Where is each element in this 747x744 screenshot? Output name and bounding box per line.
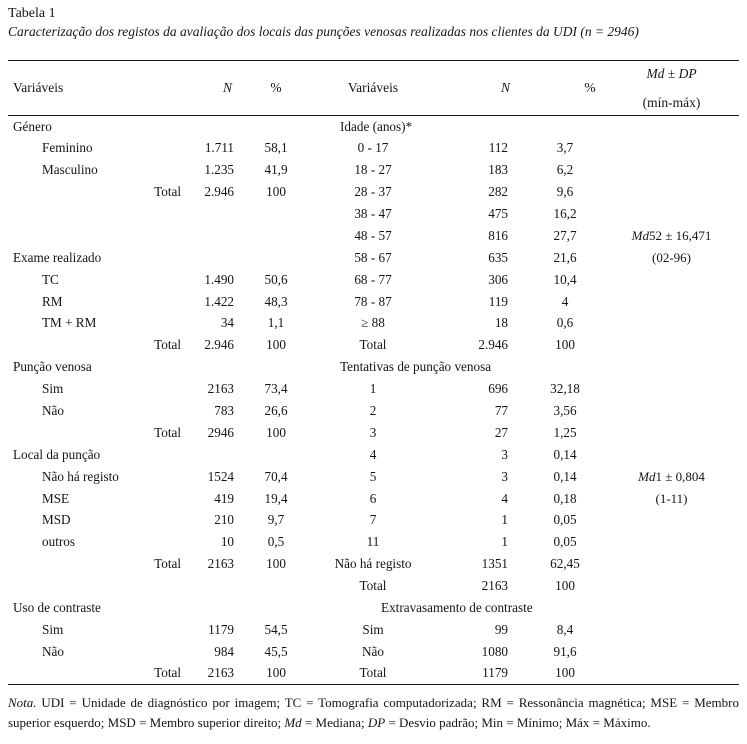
md-dp-cell: Md52 ± 16,471 — [631, 227, 712, 243]
left-total-cell — [148, 137, 184, 159]
right-label-cell: 0 - 17 — [357, 140, 389, 156]
left-total-cell — [148, 575, 184, 597]
right-pct-cell: 6,2 — [556, 162, 574, 178]
left-n-cell — [184, 116, 244, 138]
right-n-cell: 4 — [501, 490, 509, 506]
md-dp-cell — [604, 356, 739, 378]
left-pct-cell: 100 — [266, 424, 286, 440]
left-label-cell: Sim — [42, 621, 64, 637]
table-row — [8, 356, 739, 378]
left-section-cell: Punção venosa — [13, 359, 92, 375]
right-label-cell: 38 - 47 — [354, 206, 392, 221]
right-n-cell: 77 — [494, 403, 509, 419]
note-segment: = Desvio padrão; Min = Mínimo; Máx = Máximo. — [385, 715, 651, 731]
table-row — [8, 663, 739, 685]
right-label-cell: Total — [359, 665, 387, 681]
md-dp-cell — [604, 116, 739, 138]
left-pct-cell — [244, 225, 308, 247]
note-segment: = Mediana; — [301, 715, 368, 731]
left-pct-cell: 100 — [266, 337, 286, 353]
header-md-line1: Md ± DP — [646, 65, 697, 81]
left-pct-cell: 100 — [266, 184, 286, 200]
md-dp-cell: (02-96) — [652, 249, 692, 265]
left-label-cell: outros — [42, 534, 75, 550]
table-row — [8, 334, 739, 356]
left-total-cell — [148, 378, 184, 400]
table-row — [8, 553, 739, 575]
left-n-cell — [184, 444, 244, 466]
right-label-cell: 6 — [369, 490, 377, 506]
left-total-cell: Total — [154, 184, 182, 200]
left-total-cell: Total — [154, 337, 182, 353]
left-n-cell: 2.946 — [204, 337, 235, 353]
left-n-cell: 2163 — [207, 556, 235, 572]
left-pct-cell: 45,5 — [264, 643, 288, 659]
header-variables-right: Variáveis — [347, 80, 399, 95]
left-n-cell: 783 — [214, 403, 235, 419]
md-dp-cell — [604, 291, 739, 313]
md-dp-cell — [604, 553, 739, 575]
table-row — [8, 488, 739, 510]
right-pct-cell: 4 — [561, 293, 569, 309]
right-label-cell: Total — [359, 337, 387, 353]
left-label-cell — [8, 334, 148, 356]
left-label-cell: TM + RM — [42, 315, 97, 331]
md-dp-cell — [604, 203, 739, 225]
right-pct-cell: 100 — [555, 337, 575, 353]
left-label-cell: Não — [42, 403, 64, 419]
table-row — [8, 619, 739, 641]
right-pct-cell: 32,18 — [550, 381, 580, 397]
left-n-cell — [184, 356, 244, 378]
left-pct-cell — [244, 597, 308, 619]
left-total-cell — [148, 641, 184, 663]
table-row — [8, 181, 739, 203]
right-pct-cell: 16,2 — [553, 206, 577, 221]
right-n-cell: 816 — [488, 227, 509, 243]
right-label-cell: ≥ 88 — [361, 315, 385, 331]
right-n-cell: 1351 — [481, 556, 509, 572]
table-row — [8, 378, 739, 400]
right-pct-cell: 62,45 — [550, 556, 580, 572]
md-dp-cell — [604, 313, 739, 335]
table-row — [8, 247, 739, 269]
right-section-cell: Tentativas de punção venosa — [340, 359, 492, 375]
right-pct-cell: 100 — [555, 578, 575, 594]
right-label-cell: 48 - 57 — [354, 227, 392, 243]
table-row — [8, 400, 739, 422]
table-label: Tabela 1 — [8, 6, 56, 21]
left-n-cell — [184, 247, 244, 269]
note-segment: Nota. — [8, 695, 37, 711]
right-pct-cell: 9,6 — [556, 184, 574, 200]
left-total-cell — [148, 510, 184, 532]
left-n-cell: 1524 — [207, 468, 235, 484]
right-label-cell: 28 - 37 — [354, 184, 392, 200]
left-pct-cell: 70,4 — [264, 468, 288, 484]
right-section-cell: Extravasamento de contraste — [381, 600, 533, 616]
left-n-cell — [184, 575, 244, 597]
table-row — [8, 159, 739, 181]
note-segment: DP — [367, 715, 386, 731]
md-dp-cell — [604, 334, 739, 356]
left-label-cell: TC — [42, 271, 59, 287]
left-pct-cell — [244, 356, 308, 378]
left-n-cell: 2.946 — [204, 184, 235, 200]
header-pct-right: % — [584, 80, 596, 95]
right-pct-cell: 0,05 — [553, 512, 577, 528]
right-label-cell: Sim — [362, 621, 384, 637]
md-dp-cell — [604, 597, 739, 619]
right-n-cell: 119 — [488, 293, 509, 309]
left-pct-cell: 9,7 — [267, 512, 285, 528]
left-section-cell: Uso de contraste — [13, 600, 101, 616]
left-section-cell: Exame realizado — [13, 249, 102, 265]
right-label-cell: 78 - 87 — [354, 293, 392, 309]
left-n-cell: 1.235 — [204, 162, 235, 178]
left-label-cell: Feminino — [42, 140, 93, 156]
left-n-cell: 210 — [214, 512, 235, 528]
left-label-cell: MSE — [42, 490, 70, 506]
left-n-cell — [184, 203, 244, 225]
header-n-right: N — [501, 80, 511, 95]
note-segment: Md — [284, 715, 302, 731]
right-n-cell: 1 — [501, 534, 509, 550]
table-row — [8, 597, 739, 619]
md-dp-cell: (1-11) — [655, 490, 688, 506]
right-section-cell: Idade (anos)* — [340, 118, 413, 134]
right-pct-cell: 21,6 — [553, 249, 577, 265]
right-n-cell: 99 — [494, 621, 509, 637]
right-pct-cell: 0,6 — [556, 315, 574, 331]
right-pct-cell: 0,05 — [553, 534, 577, 550]
table-note — [8, 693, 739, 733]
header-pct-left: % — [270, 80, 282, 95]
left-total-cell: Total — [154, 556, 182, 572]
right-n-cell: 475 — [488, 206, 509, 221]
md-dp-cell — [604, 400, 739, 422]
header-md-dp — [604, 61, 739, 116]
left-n-cell — [184, 597, 244, 619]
right-label-cell: Não — [362, 643, 384, 659]
table-body — [8, 116, 739, 685]
left-pct-cell — [244, 203, 308, 225]
right-label-cell: 18 - 27 — [354, 162, 392, 178]
right-n-cell: 306 — [488, 271, 509, 287]
left-n-cell — [184, 225, 244, 247]
left-label-cell: MSD — [42, 512, 71, 528]
left-total-cell — [148, 225, 184, 247]
left-pct-cell: 0,5 — [267, 534, 285, 550]
left-total-cell: Total — [154, 424, 182, 440]
left-total-cell: Total — [154, 665, 182, 681]
table-caption: Caracterização dos registos da avaliação dos locais das punções venosas realizadas nos clientes da UDI (n = 2946) — [8, 24, 639, 39]
right-label-cell: 4 — [369, 446, 377, 462]
left-n-cell: 1.711 — [204, 140, 235, 156]
left-pct-cell: 19,4 — [264, 490, 288, 506]
right-pct-cell: 10,4 — [553, 271, 577, 287]
left-section-cell: Local da punção — [13, 446, 101, 462]
table-row — [8, 444, 739, 466]
left-n-cell: 10 — [220, 534, 235, 550]
md-dp-cell — [604, 137, 739, 159]
right-n-cell: 112 — [488, 140, 509, 156]
right-pct-cell: 8,4 — [556, 621, 574, 637]
right-n-cell: 2.946 — [478, 337, 509, 353]
left-label-cell — [8, 181, 148, 203]
stats-table — [8, 60, 739, 685]
right-label-cell: 58 - 67 — [354, 249, 392, 265]
left-pct-cell: 48,3 — [264, 293, 288, 309]
right-n-cell: 1 — [501, 512, 509, 528]
md-dp-cell — [604, 575, 739, 597]
left-n-cell: 1.490 — [204, 271, 235, 287]
right-label-cell: 68 - 77 — [354, 271, 392, 287]
right-n-cell: 282 — [488, 184, 509, 200]
right-label-cell: Não há registo — [334, 556, 412, 572]
md-dp-cell — [604, 619, 739, 641]
md-dp-cell — [604, 444, 739, 466]
right-n-cell: 3 — [501, 446, 509, 462]
table-row — [8, 422, 739, 444]
left-label-cell: Não — [42, 643, 64, 659]
right-label-cell: 3 — [369, 424, 377, 440]
right-label-cell: 5 — [369, 468, 377, 484]
right-n-cell: 183 — [488, 162, 509, 178]
left-pct-cell: 73,4 — [264, 381, 288, 397]
right-pct-cell: 0,14 — [553, 468, 577, 484]
right-n-cell: 27 — [494, 424, 509, 440]
right-pct-cell: 100 — [555, 665, 575, 681]
left-n-cell: 34 — [220, 315, 235, 331]
left-total-cell — [148, 488, 184, 510]
right-label-cell: 2 — [369, 403, 377, 419]
left-label-cell: Masculino — [42, 162, 98, 178]
table-row — [8, 137, 739, 159]
header-row — [8, 61, 739, 116]
table-row — [8, 575, 739, 597]
md-dp-cell — [604, 641, 739, 663]
md-dp-cell — [604, 269, 739, 291]
right-pct-cell: 91,6 — [553, 643, 577, 659]
left-total-cell — [148, 269, 184, 291]
header-variables-left: Variáveis — [13, 80, 64, 95]
left-section-cell: Género — [13, 118, 52, 134]
left-label-cell — [8, 575, 148, 597]
left-n-cell: 2163 — [207, 665, 235, 681]
right-n-cell: 635 — [488, 249, 509, 265]
right-pct-cell: 27,7 — [553, 227, 577, 243]
left-label-cell: RM — [42, 293, 63, 309]
table-row — [8, 510, 739, 532]
md-dp-cell — [604, 663, 739, 685]
left-n-cell: 984 — [214, 643, 235, 659]
table-row — [8, 225, 739, 247]
left-total-cell — [148, 400, 184, 422]
right-n-cell: 2163 — [481, 578, 509, 594]
left-total-cell — [148, 313, 184, 335]
right-pct-cell: 3,56 — [553, 403, 577, 419]
table-row — [8, 203, 739, 225]
right-pct-cell: 0,18 — [553, 490, 577, 506]
left-pct-cell — [244, 444, 308, 466]
md-dp-cell — [604, 378, 739, 400]
md-dp-cell — [604, 510, 739, 532]
left-label-cell: Não há registo — [42, 468, 119, 484]
left-pct-cell — [244, 575, 308, 597]
left-total-cell — [148, 531, 184, 553]
right-n-cell: 3 — [501, 468, 509, 484]
right-pct-cell: 3,7 — [556, 140, 574, 156]
right-label-cell: 1 — [369, 381, 377, 397]
table-row — [8, 269, 739, 291]
left-total-cell — [148, 291, 184, 313]
md-dp-cell — [604, 422, 739, 444]
left-pct-cell: 54,5 — [264, 621, 288, 637]
left-pct-cell: 50,6 — [264, 271, 288, 287]
left-pct-cell — [244, 247, 308, 269]
left-label-cell — [8, 203, 148, 225]
left-n-cell: 2946 — [207, 424, 235, 440]
right-label-cell: 11 — [366, 534, 380, 550]
right-pct-cell: 1,25 — [553, 424, 577, 440]
md-dp-cell — [604, 159, 739, 181]
left-total-cell — [148, 159, 184, 181]
left-total-cell — [148, 203, 184, 225]
left-pct-cell: 58,1 — [264, 140, 288, 156]
table-row — [8, 313, 739, 335]
table-row — [8, 116, 739, 138]
right-label-cell: Total — [359, 578, 387, 594]
right-n-cell: 1179 — [482, 665, 509, 681]
left-label-cell — [8, 225, 148, 247]
table-row — [8, 291, 739, 313]
left-n-cell: 419 — [214, 490, 235, 506]
header-md-line2: (mín-máx) — [642, 94, 701, 110]
header-n-left: N — [223, 80, 233, 95]
right-n-cell: 18 — [494, 315, 509, 331]
md-dp-cell: Md1 ± 0,804 — [638, 468, 705, 484]
note-segment: UDI = Unidade de diagnóstico por imagem; TC = Tomografia computadorizada; RM = Ressonância magnética; MSE = Membro superior esquerdo; MSD = Membro superior direito; — [8, 695, 739, 731]
left-pct-cell: 100 — [266, 556, 286, 572]
md-dp-cell — [604, 531, 739, 553]
right-n-cell: 696 — [488, 381, 509, 397]
left-label-cell — [8, 422, 148, 444]
left-pct-cell: 41,9 — [264, 162, 288, 178]
left-total-cell — [148, 466, 184, 488]
left-pct-cell — [244, 116, 308, 138]
right-n-cell: 1080 — [481, 643, 509, 659]
right-pct-cell: 0,14 — [553, 446, 577, 462]
left-pct-cell: 26,6 — [264, 403, 288, 419]
left-pct-cell: 100 — [266, 665, 286, 681]
left-total-cell — [148, 619, 184, 641]
left-label-cell — [8, 553, 148, 575]
left-n-cell: 1.422 — [204, 293, 235, 309]
left-label-cell: Sim — [42, 381, 64, 397]
md-dp-cell — [604, 181, 739, 203]
right-label-cell: 7 — [369, 512, 377, 528]
table-row — [8, 641, 739, 663]
left-n-cell: 1179 — [208, 621, 235, 637]
left-label-cell — [8, 663, 148, 685]
left-n-cell: 2163 — [207, 381, 235, 397]
table-row — [8, 531, 739, 553]
left-pct-cell: 1,1 — [267, 315, 285, 331]
table-row — [8, 466, 739, 488]
